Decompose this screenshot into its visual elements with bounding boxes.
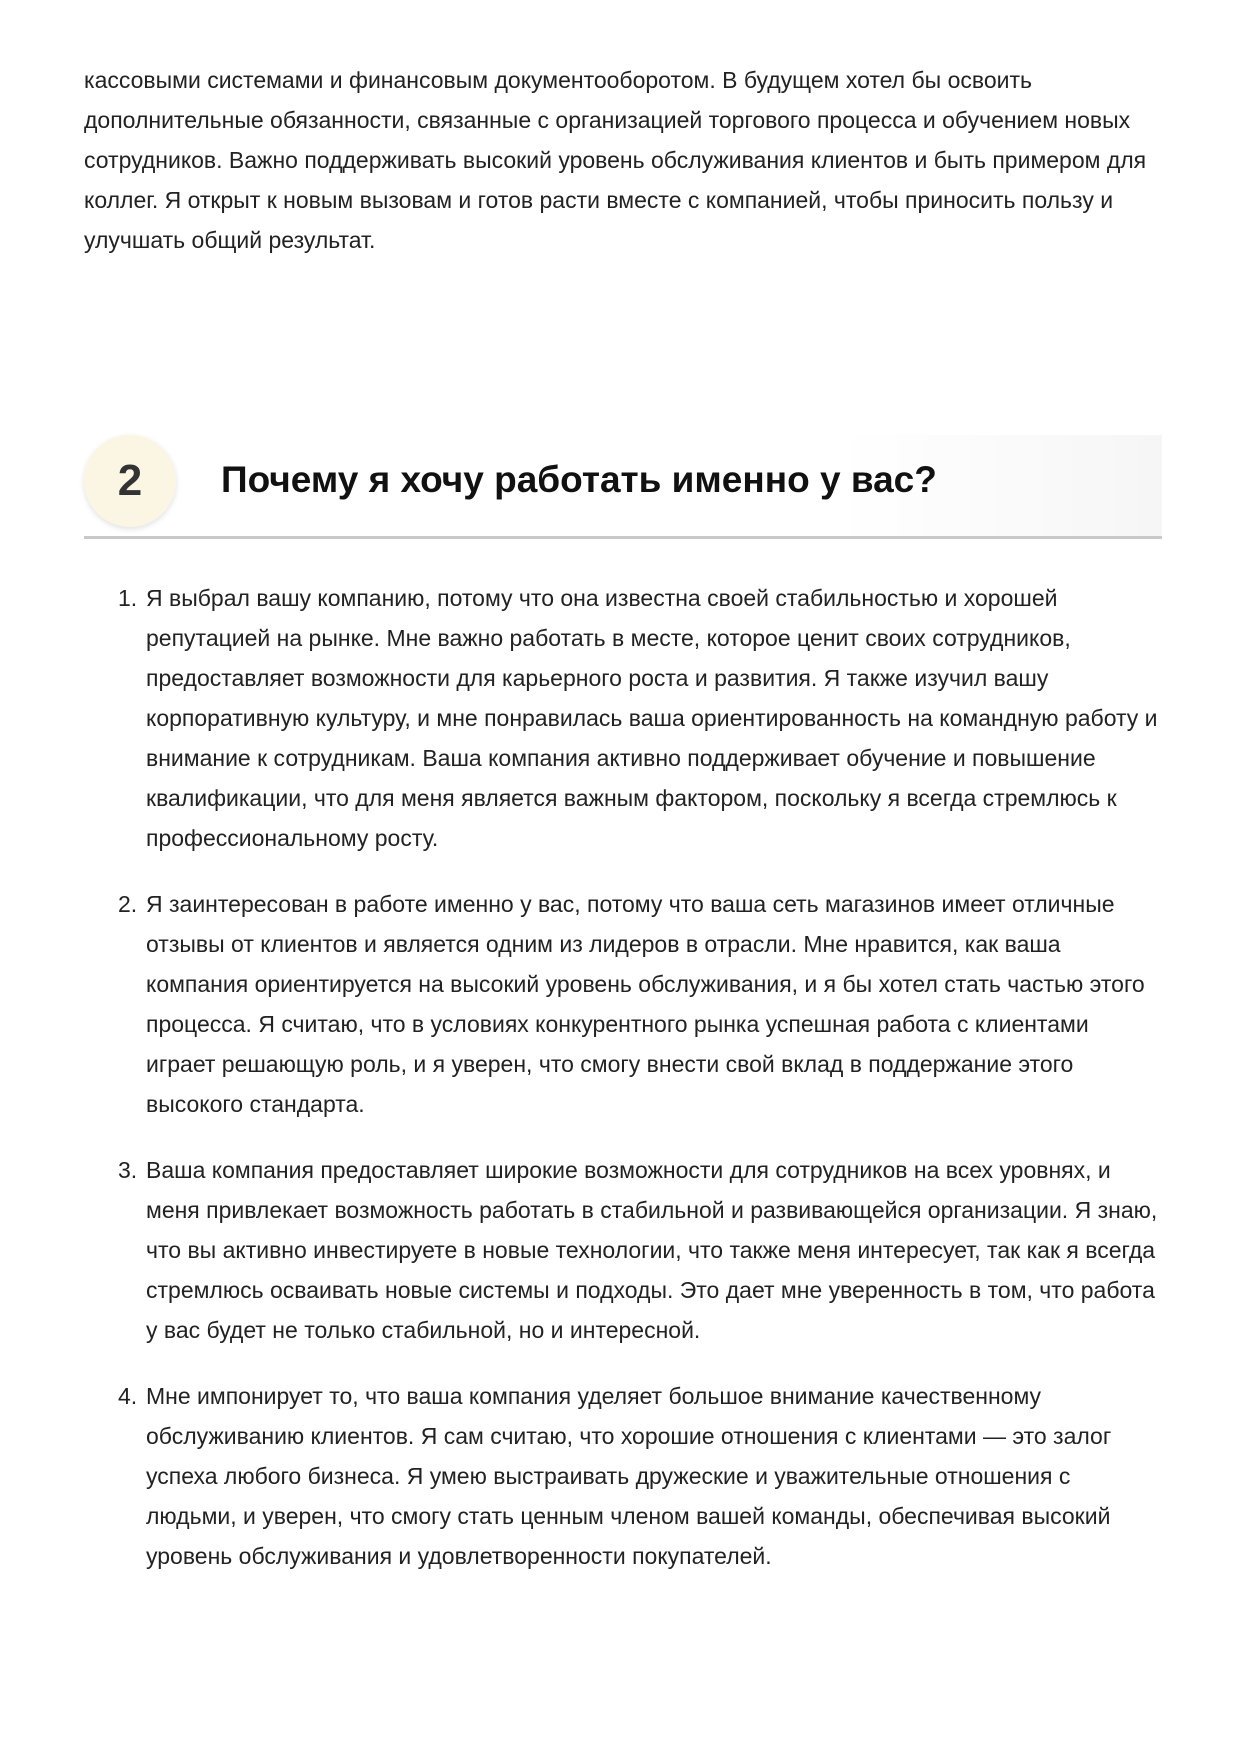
section-divider — [84, 536, 1162, 539]
reasons-list — [84, 578, 1162, 1602]
reason-number: 1. — [118, 585, 138, 611]
reason-text: Мне импонирует то, что ваша компания уделяет большое внимание качественному обслуживанию клиентов. Я сам считаю, что хорошие отношения с клиентами — это залог успеха любого бизнеса. Я умею выстраивать дружеские и уважительные отношения с людьми, и уверен, что смогу стать ценным членом вашей команды, обеспечивая высокий уровень обслуживания и удовлетворенности покупателей. — [146, 1383, 1112, 1569]
section-header — [84, 435, 1162, 537]
reason-number: 4. — [118, 1383, 138, 1409]
reason-text: Я выбрал вашу компанию, потому что она известна своей стабильностью и хорошей репутацией на рынке. Мне важно работать в месте, которое ценит своих сотрудников, предоставляет возможности для карьерного роста и развития. Я также изучил вашу корпоративную культуру, и мне понравилась ваша ориентированность на командную работу и внимание к сотрудникам. Ваша компания активно поддерживает обучение и повышение квалификации, что для меня является важным фактором, поскольку я всегда стремлюсь к профессиональному росту. — [146, 585, 1158, 851]
section-number-badge: 2 — [84, 435, 176, 527]
reason-number: 2. — [118, 891, 138, 917]
reason-item-4 — [84, 1376, 1162, 1576]
reason-item-2 — [84, 884, 1162, 1124]
section-title: Почему я хочу работать именно у вас? — [221, 459, 937, 500]
reason-item-3 — [84, 1150, 1162, 1350]
reason-item-1 — [84, 578, 1162, 858]
intro-paragraph: кассовыми системами и финансовым документооборотом. В будущем хотел бы освоить дополнительные обязанности, связанные с организацией торгового процесса и обучением новых сотрудников. Важно поддерживать высокий уровень обслуживания клиентов и быть примером для коллег. Я открыт к новым вызовам и готов расти вместе с компанией, чтобы приносить пользу и улучшать общий результат. — [84, 67, 1147, 253]
reason-number: 3. — [118, 1157, 138, 1183]
reason-text: Ваша компания предоставляет широкие возможности для сотрудников на всех уровнях, и меня привлекает возможность работать в стабильной и развивающейся организации. Я знаю, что вы активно инвестируете в новые технологии, что также меня интересует, так как я всегда стремлюсь осваивать новые системы и подходы. Это дает мне уверенность в том, что работа у вас будет не только стабильной, но и интересной. — [146, 1157, 1158, 1343]
reason-text: Я заинтересован в работе именно у вас, потому что ваша сеть магазинов имеет отличные отзывы от клиентов и является одним из лидеров в отрасли. Мне нравится, как ваша компания ориентируется на высокий уровень обслуживания, и я бы хотел стать частью этого процесса. Я считаю, что в условиях конкурентного рынка успешная работа с клиентами играет решающую роль, и я уверен, что смогу внести свой вклад в поддержание этого высокого стандарта. — [146, 891, 1145, 1117]
